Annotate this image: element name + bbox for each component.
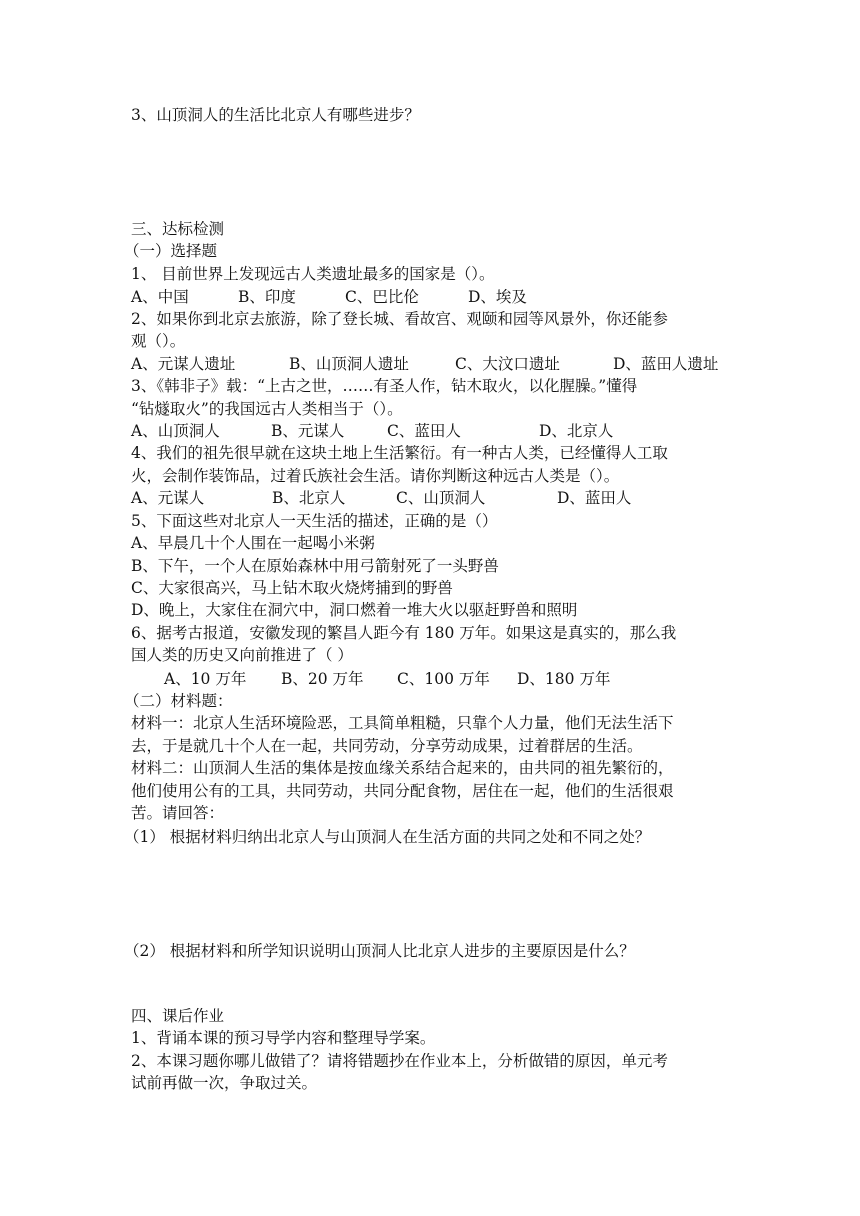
q3-option-c: C、蓝田人 (387, 422, 461, 440)
q5-text: 5、下面这些对北京人一天生活的描述，正确的是（） (131, 512, 498, 530)
q3-option-d: D、北京人 (539, 422, 614, 440)
q5-option-c: C、大家很高兴，马上钻木取火烧烤捕到的野兽 (131, 579, 453, 597)
q4-option-d: D、蓝田人 (557, 489, 632, 507)
q3-text-line1: 3、《韩非子》载：“上古之世，……有圣人作，钻木取火，以化腥臊。”懂得 (131, 377, 638, 395)
homework-item-2-line1: 2、本课习题你哪儿做错了？请将错题抄在作业本上，分析做错的原因，单元考 (131, 1052, 668, 1070)
q3-text-line2: “钻燧取火”的我国远古人类相当于（）。 (131, 400, 403, 418)
material-2-line3: 苦。请回答： (131, 804, 225, 822)
homework-item-1: 1、背诵本课的预习导学内容和整理导学案。 (131, 1029, 436, 1047)
q1-option-b: B、印度 (238, 288, 296, 306)
q6-option-a: A、10 万年 (164, 670, 247, 688)
q2-option-a: A、元谋人遗址 (131, 355, 236, 373)
q3-option-b: B、元谋人 (271, 422, 345, 440)
q6-text-line1: 6、据考古报道，安徽发现的繁昌人距今有 180 万年。如果这是真实的，那么我 (131, 624, 677, 642)
q1-option-a: A、中国 (131, 288, 189, 306)
material-section-title: （二）材料题： (124, 692, 233, 710)
q6-option-b: B、20 万年 (281, 670, 364, 688)
q3-option-a: A、山顶洞人 (131, 422, 220, 440)
material-1-line1: 材料一：北京人生活环境险恶，工具简单粗糙，只靠个人力量，他们无法生活下 (131, 714, 674, 732)
question-3-prompt: 3、山顶洞人的生活比北京人有哪些进步？ (131, 106, 420, 124)
q2-option-c: C、大汶口遗址 (455, 355, 560, 373)
q6-text-line2: 国人类的历史又向前推进了（ ） (131, 646, 353, 664)
material-2-line1: 材料二：山顶洞人生活的集体是按血缘关系结合起来的，由共同的祖先繁衍的， (131, 759, 674, 777)
q6-option-d: D、180 万年 (517, 670, 611, 688)
choice-section-title: （一）选择题 (124, 242, 218, 260)
q4-option-a: A、元谋人 (131, 489, 205, 507)
q1-option-d: D、埃及 (468, 288, 527, 306)
section-3-title: 三、达标检测 (131, 220, 225, 238)
q2-text-line2: 观（）。 (131, 332, 186, 350)
q4-option-c: C、山顶洞人 (396, 489, 486, 507)
material-1-line2: 去，于是就几十个人在一起，共同劳动，分享劳动成果，过着群居的生活。 (131, 737, 643, 755)
material-2-line2: 他们使用公有的工具，共同劳动，共同分配食物，居住在一起，他们的生活很艰 (131, 782, 674, 800)
q2-text-line1: 2、如果你到北京去旅游，除了登长城、看故宫、观颐和园等风景外，你还能参 (131, 310, 668, 328)
q4-text-line1: 4、我们的祖先很早就在这块土地上生活繁衍。有一种古人类，已经懂得人工取 (131, 444, 668, 462)
sub-question-2: （2） 根据材料和所学知识说明山顶洞人比北京人进步的主要原因是什么？ (124, 942, 635, 960)
q1-option-c: C、巴比伦 (345, 288, 419, 306)
q4-text-line2: 火，会制作装饰品，过着氏族社会生活。请你判断这种远古人类是（）。 (131, 467, 620, 485)
sub-question-1: （1） 根据材料归纳出北京人与山顶洞人在生活方面的共同之处和不同之处？ (124, 828, 651, 846)
q5-option-d: D、晚上，大家住在洞穴中，洞口燃着一堆大火以驱赶野兽和照明 (131, 601, 578, 619)
section-4-title: 四、课后作业 (131, 1007, 225, 1025)
q6-option-c: C、100 万年 (397, 670, 490, 688)
q1-text: 1、 目前世界上发现远古人类遗址最多的国家是（）。 (131, 265, 495, 283)
q2-option-d: D、蓝田人遗址 (613, 355, 719, 373)
q4-option-b: B、北京人 (272, 489, 346, 507)
homework-item-2-line2: 试前再做一次，争取过关。 (131, 1074, 318, 1092)
q5-option-b: B、下午，一个人在原始森林中用弓箭射死了一头野兽 (131, 557, 499, 575)
q2-option-b: B、山顶洞人遗址 (289, 355, 409, 373)
q5-option-a: A、早晨几十个人围在一起喝小米粥 (131, 534, 375, 552)
